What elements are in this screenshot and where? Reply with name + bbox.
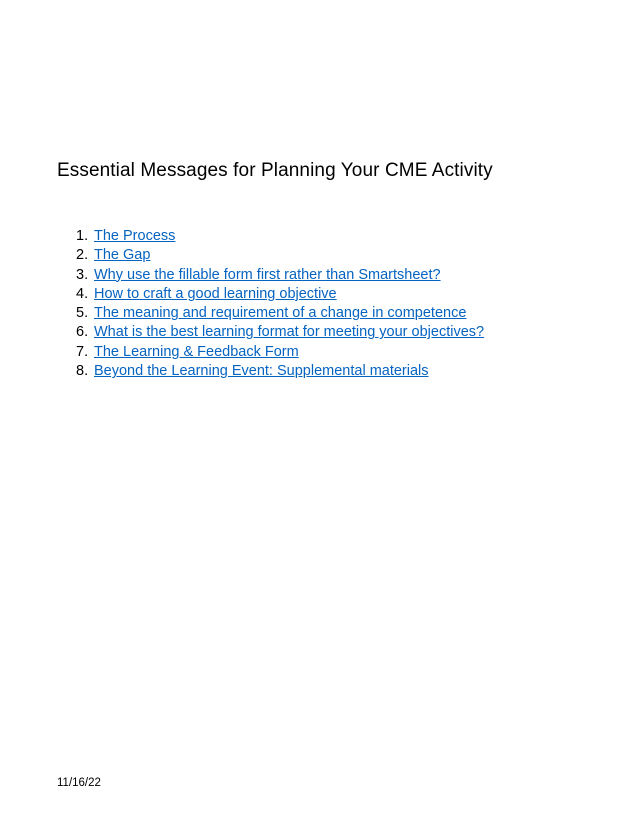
toc-link-learning-format[interactable]: What is the best learning format for meeting your objectives? — [94, 324, 485, 341]
toc-link-the-process[interactable]: The Process — [94, 228, 176, 244]
toc-link-fillable-form[interactable]: Why use the fillable form first rather than Smartsheet? — [94, 266, 441, 283]
page-title: Essential Messages for Planning Your CME Activity — [57, 160, 493, 181]
list-number: 7. — [76, 343, 89, 360]
toc-link-the-gap[interactable]: The Gap — [94, 247, 151, 264]
toc-link-learning-objective[interactable]: How to craft a good learning objective — [94, 285, 337, 302]
list-number: 4. — [76, 285, 89, 302]
toc-link-change-in-competence[interactable]: The meaning and requirement of a change in competence — [94, 305, 467, 322]
footer-date: 11/16/22 — [57, 777, 101, 789]
toc-link-feedback-form[interactable]: The Learning & Feedback Form — [94, 343, 299, 360]
list-number: 8. — [76, 363, 89, 380]
list-number: 2. — [76, 247, 89, 264]
toc-link-supplemental-materials[interactable]: Beyond the Learning Event: Supplemental materials — [94, 363, 429, 380]
list-number: 5. — [76, 305, 89, 322]
list-number: 6. — [76, 324, 89, 341]
list-number: 1. — [76, 228, 89, 244]
list-number: 3. — [76, 266, 89, 283]
